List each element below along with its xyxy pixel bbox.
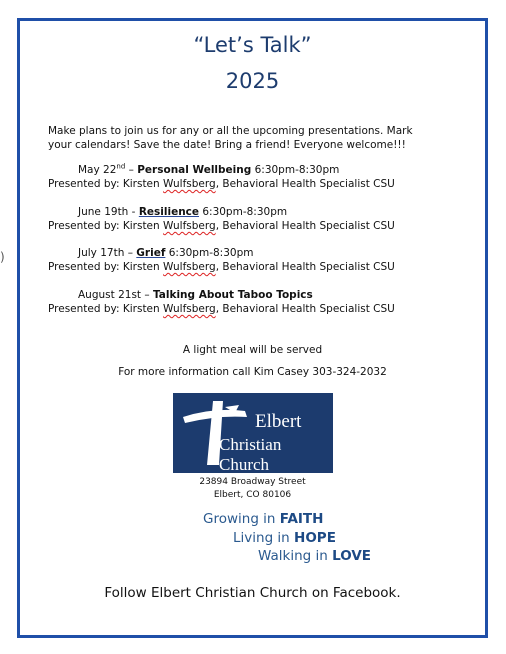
flyer-year: 2025 — [225, 69, 280, 93]
logo-text-line-2: Christian Church — [219, 435, 282, 474]
event-3 — [48, 246, 478, 274]
event-date: August 21st — [78, 289, 142, 301]
presenter-last-name: Wulfsberg — [163, 178, 216, 190]
presenter-suffix: , Behavioral Health Specialist CSU — [215, 303, 395, 315]
event-separator: – — [125, 164, 138, 176]
motto-prefix: Living in — [233, 530, 295, 546]
motto-word: FAITH — [279, 511, 324, 527]
intro-paragraph — [48, 124, 468, 152]
event-2 — [48, 205, 478, 233]
motto-prefix: Walking in — [258, 548, 333, 564]
motto-hope — [233, 530, 336, 546]
motto-prefix: Growing in — [203, 511, 280, 527]
event-presenter-line — [48, 302, 478, 316]
motto-word: LOVE — [332, 548, 371, 564]
event-date-line — [48, 163, 478, 177]
stray-mark: ) — [0, 250, 5, 264]
motto-word: HOPE — [294, 530, 336, 546]
presenter-suffix: , Behavioral Health Specialist CSU — [215, 220, 395, 232]
contact-info: For more information call Kim Casey 303-324-2032 — [118, 366, 387, 378]
event-date-suffix: nd — [116, 162, 126, 171]
facebook-follow-note: Follow Elbert Christian Church on Facebook. — [104, 585, 401, 601]
presenter-prefix: Presented by: Kirsten — [48, 178, 164, 190]
presenter-suffix: , Behavioral Health Specialist CSU — [215, 261, 395, 273]
intro-line-1: Make plans to join us for any or all the upcoming presentations. Mark — [48, 125, 413, 137]
event-separator: – — [124, 247, 137, 259]
church-logo — [173, 393, 333, 473]
motto-love — [258, 548, 371, 564]
event-separator: – — [141, 289, 153, 301]
logo-text-line-1: Elbert — [255, 411, 302, 432]
event-presenter-line — [48, 219, 478, 233]
event-date: June 19th — [78, 206, 129, 218]
flyer-title: “Let’s Talk” — [193, 33, 312, 57]
address-street: 23894 Broadway Street — [199, 477, 306, 487]
event-time: 6:30pm-8:30pm — [165, 247, 254, 259]
event-topic: Grief — [136, 247, 166, 259]
event-separator: - — [128, 206, 139, 218]
event-time: 6:30pm-8:30pm — [251, 164, 340, 176]
event-topic: Talking About Taboo Topics — [152, 289, 313, 301]
presenter-last-name: Wulfsberg — [163, 303, 216, 315]
presenter-suffix: , Behavioral Health Specialist CSU — [215, 178, 395, 190]
event-topic: Personal Wellbeing — [137, 164, 252, 176]
event-date-line — [48, 205, 478, 219]
event-date-line — [48, 246, 478, 260]
event-4 — [48, 288, 478, 316]
event-date: July 17th — [78, 247, 125, 259]
event-date-line — [48, 288, 478, 302]
presenter-last-name: Wulfsberg — [163, 220, 216, 232]
event-1 — [48, 163, 478, 191]
presenter-prefix: Presented by: Kirsten — [48, 220, 164, 232]
event-time: 6:30pm-8:30pm — [199, 206, 288, 218]
motto-faith — [203, 511, 323, 527]
address-city: Elbert, CO 80106 — [213, 490, 292, 500]
event-date: May 22 — [78, 164, 117, 176]
presenter-last-name: Wulfsberg — [163, 261, 216, 273]
presenter-prefix: Presented by: Kirsten — [48, 261, 164, 273]
intro-line-2: your calendars! Save the date! Bring a friend! Everyone welcome!!! — [48, 139, 406, 151]
meal-note: A light meal will be served — [182, 344, 323, 356]
presenter-prefix: Presented by: Kirsten — [48, 303, 164, 315]
event-presenter-line — [48, 260, 478, 274]
flyer-border — [17, 18, 488, 638]
event-presenter-line — [48, 177, 478, 191]
event-topic: Resilience — [138, 206, 200, 218]
